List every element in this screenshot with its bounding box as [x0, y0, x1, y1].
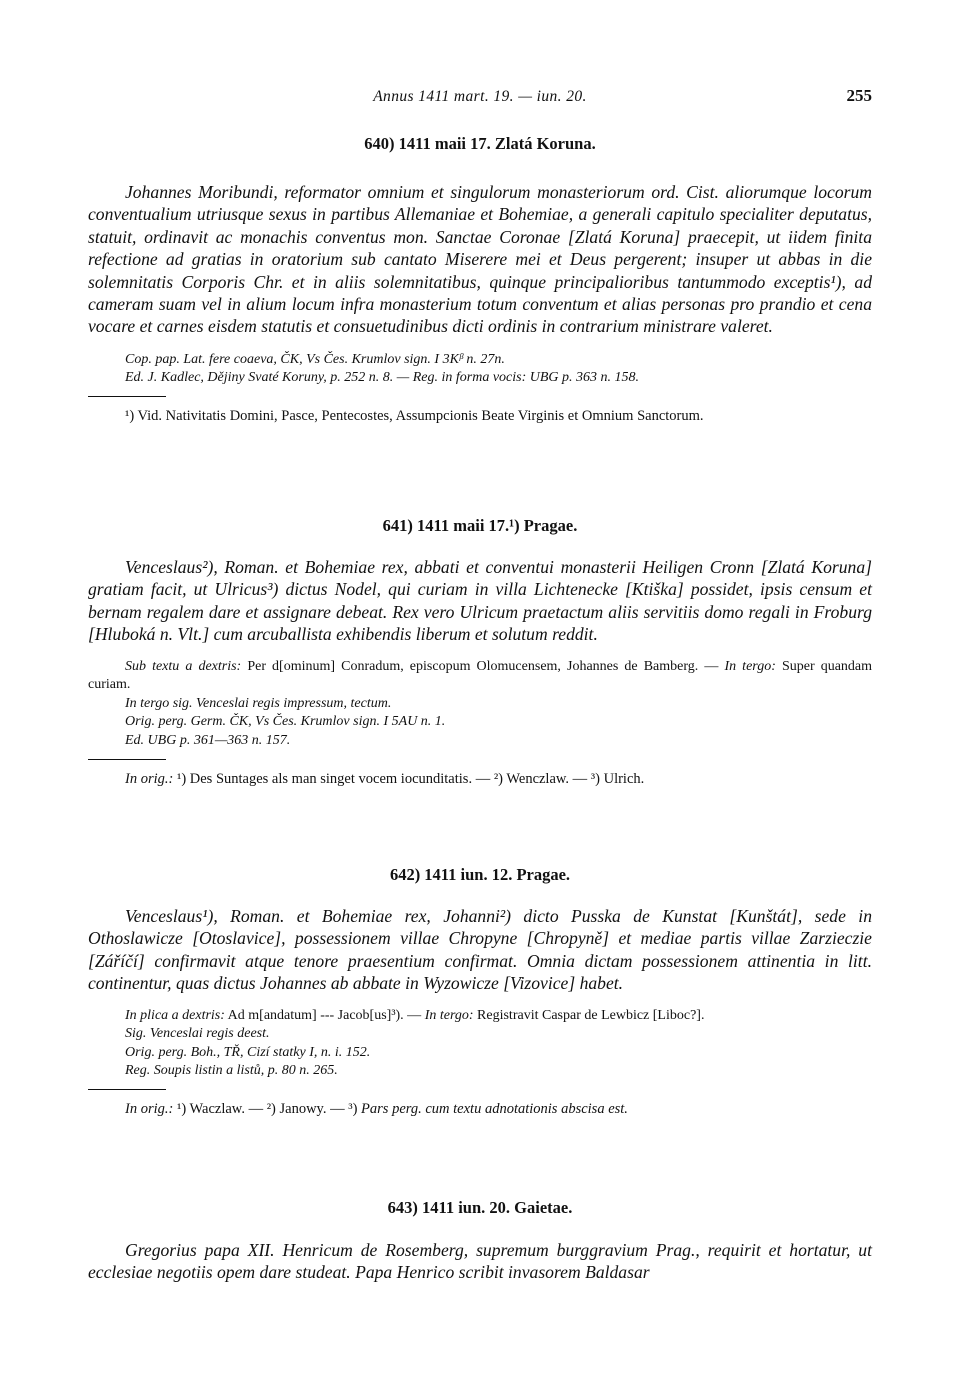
apparatus-label: In tergo:: [724, 658, 776, 674]
apparatus-text: Per d[ominum] Conradum, episcopum Olomucensem, Johannes de Bamberg.: [247, 658, 699, 674]
page-number: 255: [846, 86, 872, 105]
footnote: ¹) Vid. Nativitatis Domini, Pasce, Pentecostes, Assumpcionis Beate Virginis et Omnium Sanctorum.: [125, 408, 704, 425]
apparatus-line: Ed. J. Kadlec, Dějiny Svaté Koruny, p. 252 n. 8. — Reg. in forma vocis: UBG p. 363 n. 158.: [125, 370, 640, 386]
footnote-text: ¹) Waczlaw. — ²) Janowy. — ³): [176, 1101, 358, 1117]
footnote-text: ¹) Des Suntages als man singet vocem iocunditatis. — ²) Wenczlaw. — ³) Ulrich.: [176, 770, 645, 787]
apparatus-line: Orig. perg. Germ. ČK, Vs Čes. Krumlov sign. I 5AU n. 1.: [125, 714, 446, 730]
footnote-label: In orig.:: [125, 1101, 174, 1117]
entry-apparatus: [88, 351, 872, 388]
footnote: [88, 769, 872, 789]
entry-643: [88, 1198, 872, 1284]
apparatus-line: Cop. pap. Lat. fere coaeva, ČK, Vs Čes. Krumlov sign. I 3Kᵝ n. 27n.: [125, 351, 505, 367]
entry-apparatus: [88, 1007, 872, 1081]
entry-regest: Venceslaus¹), Roman. et Bohemiae rex, Johanni²) dicto Pusska de Kunstat [Kunštát], sede in Othoslawicze [Otoslavice], possessionem villae Chropyne [Chropyně] et mediae partis villae Zarzieczie [Záříčí] confirmavit atque tenore praesentium confirmat. Omnia dictam possessionem attinentia in litt. continentur, quas dictus Johannes ab abbate in Wyzowicze [Vizovice] habet.: [88, 906, 872, 994]
apparatus-text: Super quandam curiam.: [88, 658, 873, 693]
entry-heading: 642) 1411 iun. 12. Pragae.: [389, 865, 571, 884]
apparatus-note: Sub textu a dextris: Per d[ominum] Conradum, episcopum Olomucensem, Johannes de Bamberg. — In tergo: Super quandam curiam.: [88, 658, 873, 693]
entry-heading: 640) 1411 maii 17. Zlatá Koruna.: [364, 134, 596, 153]
entry-apparatus: [88, 658, 872, 751]
entry-641: [88, 516, 872, 789]
entry-heading: 643) 1411 iun. 20. Gaietae.: [387, 1198, 573, 1217]
apparatus-line: Orig. perg. Boh., TŘ, Cizí statky I, n. i. 152.: [125, 1044, 371, 1060]
apparatus-line: Sig. Venceslai regis deest.: [125, 1026, 270, 1042]
running-head: Annus 1411 mart. 19. — iun. 20.: [373, 88, 587, 105]
footnote-label: In orig.:: [125, 770, 174, 787]
apparatus-line: In tergo sig. Venceslai regis impressum, tectum.: [125, 695, 392, 711]
apparatus-label: In tergo:: [424, 1007, 474, 1023]
footnote-text-italic: Pars perg. cum textu adnotationis abscisa est.: [361, 1101, 628, 1117]
entry-regest: Johannes Moribundi, reformator omnium et singulorum monasteriorum ord. Cist. aliorumque locorum conventualium utriusque sexus in partibus Allemaniae et Bohemiae, a generali capitulo specialiter deputatus, statuit, ordinavit ac monachis conventus mon. Sanctae Coronae [Zlatá Koruna] praecepit, ut iidem finita refectione ad gratias in oratorium sub cantato Miserere mei et Deus pergerent; insuper ut abbas in die solemnitatis Corporis Chr. et in aliis solemnitatibus, quinque principalioribus tantummodo exceptis¹), ad cameram suam vel in alium locum infra monasterium totum conventum et alias personas pro prandio et cena vocare et carnes eisdem statutis et consuetudinibus dicti ordinis in contrarium ministrare valeret.: [88, 182, 872, 337]
entry-regest: Venceslaus²), Roman. et Bohemiae rex, abbati et conventui monasterii Heiligen Cronn [Zlatá Koruna] gratiam facit, ut Ulricus³) dictus Nodel, qui curiam in villa Lichtenecke [Ktiška] possidet, ipsis censum et bernam regalem dare et assignare debeat. Rex vero Ulricum praetactum aliis servitiis domo regali in Froburg [Hluboká n. Vlt.] cum arcuballista exhibendis liberum et solutum reddit.: [88, 557, 872, 645]
apparatus-line: Ed. UBG p. 361—363 n. 157.: [125, 733, 291, 748]
entry-640: [88, 134, 872, 426]
entry-642: [88, 865, 872, 1119]
footnote-rule: [88, 1089, 166, 1090]
apparatus-note: [88, 1007, 872, 1026]
footnote-rule: [88, 759, 166, 760]
footnote-rule: [88, 396, 166, 397]
entry-heading: 641) 1411 maii 17.¹) Pragae.: [382, 516, 578, 535]
apparatus-label: Sub textu a dextris:: [125, 658, 242, 674]
footnote: [88, 1099, 872, 1119]
apparatus-text: Registravit Caspar de Lewbicz [Liboc?].: [477, 1007, 705, 1023]
apparatus-text: Ad m[andatum] --- Jacob[us]³). —: [227, 1007, 422, 1023]
apparatus-label: In plica a dextris:: [125, 1007, 225, 1023]
entry-regest: Gregorius papa XII. Henricum de Rosemberg, supremum burggravium Prag., requirit et hortatur, ut ecclesiae negotiis opem dare studeat. Papa Henrico scribit invasorem Baldasar: [88, 1240, 872, 1283]
apparatus-line: Reg. Soupis listin a listů, p. 80 n. 265.: [125, 1063, 338, 1079]
